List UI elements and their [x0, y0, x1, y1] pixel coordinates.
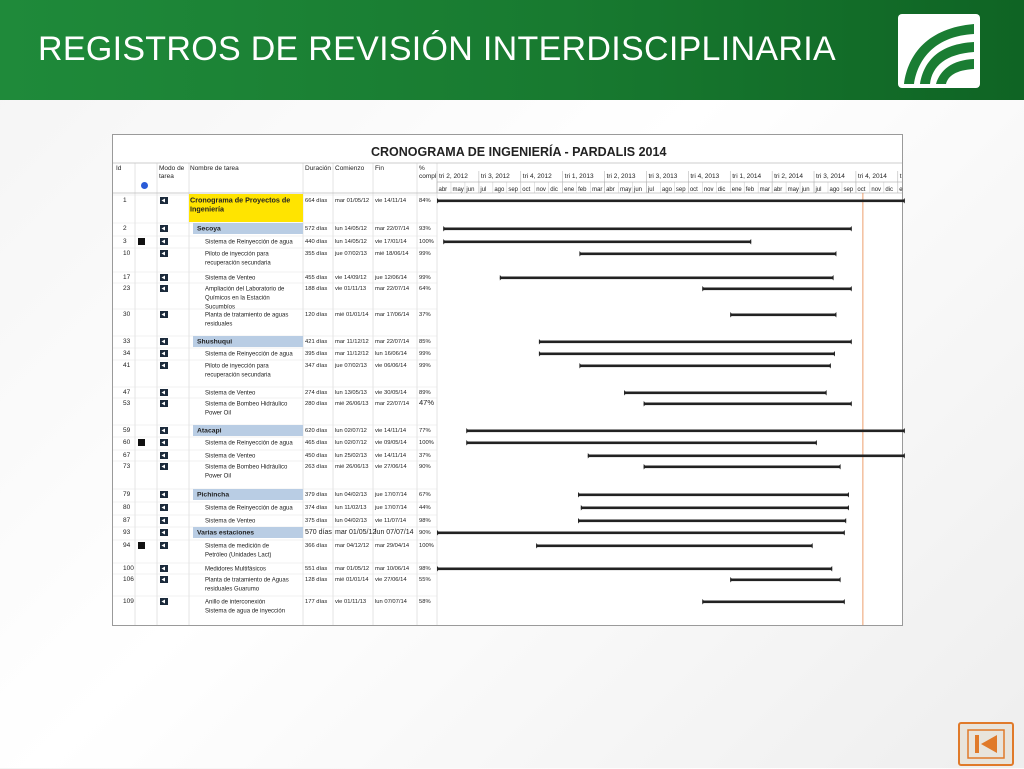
- task-percent: 77%: [419, 428, 431, 434]
- task-end: jue 17/07/14: [375, 505, 407, 511]
- row-id: 47: [123, 389, 131, 396]
- task-end: mar 10/06/14: [375, 566, 410, 572]
- quarter-label: tri 2, 2012: [439, 173, 468, 180]
- bar-start-cap: [443, 239, 446, 245]
- task-name: residuales Guarumo: [205, 586, 260, 593]
- month-label: abr: [438, 187, 448, 193]
- task-name: Atacapi: [197, 427, 222, 435]
- task-name: Sistema de Reinyección de agua: [205, 239, 293, 246]
- task-duration: 188 días: [305, 286, 328, 292]
- task-start: mar 01/05/12: [335, 566, 370, 572]
- bar-end-cap: [842, 599, 845, 605]
- task-end: vie 14/11/14: [375, 453, 407, 459]
- bar-start-cap: [539, 339, 542, 345]
- month-label: dic: [550, 187, 558, 193]
- task-duration: 177 días: [305, 599, 328, 605]
- complete-indicator-icon: [138, 439, 145, 446]
- header-pct: % compl: [419, 165, 437, 180]
- bar-end-cap: [846, 492, 849, 498]
- task-end: vie 27/06/14: [375, 577, 407, 583]
- task-end: mié 18/06/14: [375, 251, 409, 257]
- bar-start-cap: [536, 543, 539, 549]
- row-id: 60: [123, 439, 131, 446]
- month-label: jul: [815, 187, 822, 193]
- task-percent: 90%: [419, 464, 431, 470]
- row-id: 73: [123, 463, 131, 470]
- task-bar: [578, 494, 849, 497]
- task-start: lun 02/07/12: [335, 440, 367, 446]
- task-duration: 572 días: [305, 226, 328, 232]
- task-percent: 100%: [419, 440, 434, 446]
- task-name: recuperación secundaria: [205, 372, 271, 379]
- task-name: Sistema de Bombeo Hidráulico: [205, 464, 288, 471]
- task-end: mar 29/04/14: [375, 543, 410, 549]
- bar-start-cap: [624, 390, 627, 396]
- task-end: mar 22/07/14: [375, 286, 410, 292]
- month-label: jul: [647, 187, 654, 193]
- bar-start-cap: [579, 251, 582, 257]
- task-end: mar 22/07/14: [375, 401, 410, 407]
- task-bar: [539, 353, 835, 356]
- task-name: Petróleo (Unidades Lact): [205, 552, 272, 559]
- bar-end-cap: [824, 390, 827, 396]
- header-id: Id: [116, 165, 122, 172]
- bar-end-cap: [846, 505, 849, 511]
- month-label: jul: [480, 187, 487, 193]
- task-start: mié 26/06/13: [335, 464, 369, 470]
- quarter-label: tri 3, 2014: [816, 173, 845, 180]
- task-end: vie 17/01/14: [375, 239, 407, 245]
- row-id: 100: [123, 565, 134, 572]
- month-label: sep: [843, 187, 854, 193]
- task-name: residuales: [205, 321, 233, 328]
- task-start: lun 25/02/13: [335, 453, 367, 459]
- month-label: jun: [466, 187, 475, 193]
- bar-start-cap: [437, 198, 440, 204]
- task-name: Químicos en la Estación: [205, 295, 270, 302]
- quarter-label: tri 2, 2013: [606, 173, 636, 180]
- task-duration: 620 días: [305, 428, 328, 434]
- task-end: vie 06/06/14: [375, 363, 407, 369]
- bar-start-cap: [437, 530, 440, 536]
- task-percent: 84%: [419, 198, 431, 204]
- task-name: Planta de tratamiento de aguas: [205, 312, 289, 319]
- task-percent: 55%: [419, 577, 431, 583]
- task-bar: [466, 442, 816, 445]
- gantt-title: CRONOGRAMA DE INGENIERÍA - PARDALIS 2014: [371, 145, 667, 159]
- task-percent: 99%: [419, 251, 431, 257]
- task-bar: [624, 392, 826, 395]
- month-label: nov: [536, 187, 546, 193]
- bar-end-cap: [849, 286, 852, 292]
- row-id: 59: [123, 427, 131, 434]
- bar-start-cap: [644, 464, 647, 470]
- task-duration: 551 días: [305, 566, 328, 572]
- bar-end-cap: [838, 464, 841, 470]
- row-id: 93: [123, 529, 131, 536]
- task-end: jue 17/07/14: [375, 492, 407, 498]
- task-name: Sucumbíos: [205, 304, 236, 311]
- quarter-label: tri 1, 2013: [564, 173, 594, 180]
- slide-header: [0, 0, 1024, 100]
- bar-end-cap: [832, 351, 835, 357]
- row-id: 106: [123, 576, 134, 583]
- task-start: lun 13/05/13: [335, 390, 367, 396]
- month-label: mar: [592, 187, 603, 193]
- task-percent: 98%: [419, 566, 431, 572]
- task-name: Sistema de Venteo: [205, 275, 256, 282]
- task-duration: 355 días: [305, 251, 328, 257]
- row-id: 34: [123, 350, 131, 357]
- bar-end-cap: [810, 543, 813, 549]
- row-id: 23: [123, 285, 131, 292]
- header-name: Nombre de tarea: [190, 165, 239, 172]
- task-bar: [579, 253, 836, 256]
- company-logo-icon: [898, 14, 980, 88]
- gantt-grid: [113, 135, 902, 625]
- month-label: ago: [494, 187, 505, 193]
- task-start: jue 07/02/13: [335, 363, 367, 369]
- task-percent: 37%: [419, 312, 431, 318]
- row-id: 30: [123, 311, 131, 318]
- quarter-label: tri 4, 2014: [857, 173, 887, 180]
- task-duration: 374 días: [305, 505, 328, 511]
- bar-end-cap: [828, 363, 831, 369]
- task-percent: 99%: [419, 351, 431, 357]
- quarter-label: tri 4, 2012: [522, 173, 552, 180]
- task-bar: [644, 403, 852, 406]
- row-id: 41: [123, 362, 131, 369]
- bar-start-cap: [539, 351, 542, 357]
- bar-end-cap: [834, 312, 837, 318]
- task-duration: 366 días: [305, 543, 328, 549]
- quarter-label: t: [899, 173, 902, 180]
- bar-start-cap: [588, 453, 591, 459]
- bar-end-cap: [842, 530, 845, 536]
- bar-end-cap: [749, 239, 752, 245]
- row-id: 79: [123, 491, 131, 498]
- task-name: Piloto de inyección para: [205, 363, 269, 370]
- task-duration: 375 días: [305, 518, 328, 524]
- month-label: oct: [857, 187, 866, 193]
- task-bar: [578, 520, 846, 523]
- bar-start-cap: [730, 577, 733, 583]
- quarter-label: tri 2, 2014: [774, 173, 804, 180]
- bar-start-cap: [466, 440, 469, 446]
- task-percent: 98%: [419, 518, 431, 524]
- row-id: 67: [123, 452, 131, 459]
- task-duration: 664 días: [305, 198, 328, 204]
- task-name: Ampliación del Laboratorio de: [205, 286, 285, 293]
- task-bar: [588, 455, 905, 458]
- task-bar: [730, 579, 840, 582]
- task-name: Sistema de Venteo: [205, 453, 256, 460]
- task-name: Power Oil: [205, 410, 232, 417]
- slide-title: REGISTROS DE REVISIÓN INTERDISCIPLINARIA: [38, 30, 836, 68]
- quarter-label: tri 4, 2013: [690, 173, 720, 180]
- task-start: vie 01/11/13: [335, 286, 367, 292]
- task-duration: 263 días: [305, 464, 328, 470]
- task-percent: 100%: [419, 239, 434, 245]
- task-start: vie 01/11/13: [335, 599, 367, 605]
- task-start: mar 04/12/12: [335, 543, 370, 549]
- task-name: Planta de tratamiento de Aguas: [205, 577, 289, 584]
- task-bar: [702, 601, 844, 604]
- task-start: lun 11/02/13: [335, 505, 367, 511]
- month-label: jun: [801, 187, 810, 193]
- header-mode: Modo de tarea: [159, 165, 185, 180]
- task-start: mar 11/12/12: [335, 339, 369, 345]
- task-duration: 379 días: [305, 492, 328, 498]
- task-name: Pichincha: [197, 491, 230, 499]
- task-end: mar 17/06/14: [375, 312, 410, 318]
- row-id: 33: [123, 338, 131, 345]
- month-label: ago: [661, 187, 672, 193]
- bar-end-cap: [849, 339, 852, 345]
- month-label: may: [452, 187, 464, 193]
- header-end: Fin: [375, 165, 385, 172]
- task-bar: [730, 314, 836, 317]
- task-duration: 395 días: [305, 351, 328, 357]
- task-name: Sistema de medición de: [205, 543, 270, 550]
- task-start: mié 01/01/14: [335, 577, 369, 583]
- task-bar: [536, 545, 812, 548]
- bar-end-cap: [902, 453, 905, 459]
- task-end: mar 22/07/14: [375, 226, 410, 232]
- task-duration: 421 días: [305, 339, 328, 345]
- bar-start-cap: [578, 518, 581, 524]
- task-bar: [644, 466, 841, 469]
- bar-start-cap: [702, 286, 705, 292]
- row-id: 109: [123, 598, 134, 605]
- month-label: nov: [703, 187, 714, 193]
- month-label: dic: [885, 187, 894, 193]
- task-end: vie 30/05/14: [375, 390, 407, 396]
- header-start: Comienzo: [335, 165, 365, 172]
- first-slide-icon: [960, 724, 1012, 764]
- bar-end-cap: [838, 577, 841, 583]
- task-percent: 99%: [419, 275, 431, 281]
- task-duration: 120 días: [305, 312, 328, 318]
- month-label: dic: [717, 187, 726, 193]
- first-slide-button[interactable]: [958, 722, 1014, 766]
- task-start: mar 01/05/12: [335, 529, 377, 536]
- task-name: Shushuqui: [197, 338, 233, 346]
- row-id: 2: [123, 225, 127, 232]
- task-duration: 280 días: [305, 401, 328, 407]
- month-label: abr: [773, 187, 783, 193]
- task-percent: 93%: [419, 226, 431, 232]
- bar-end-cap: [902, 428, 905, 434]
- month-label: ene: [731, 187, 742, 193]
- task-name: Sistema de Reinyección de agua: [205, 440, 293, 447]
- task-name: Sistema de Reinyección de agua: [205, 351, 293, 358]
- bar-start-cap: [578, 492, 581, 498]
- task-duration: 128 días: [305, 577, 328, 583]
- bar-end-cap: [849, 401, 852, 407]
- task-bar: [466, 430, 904, 433]
- task-start: lun 04/02/13: [335, 518, 367, 524]
- month-label: oct: [522, 187, 531, 193]
- bar-start-cap: [500, 275, 503, 281]
- row-id: 80: [123, 504, 131, 511]
- task-start: lun 14/05/12: [335, 239, 367, 245]
- bar-start-cap: [443, 226, 446, 232]
- task-bar: [539, 341, 852, 344]
- month-label: feb: [578, 187, 587, 193]
- task-percent: 100%: [419, 543, 434, 549]
- task-name: Anillo de interconexión: [205, 599, 266, 606]
- row-id: 3: [123, 238, 127, 245]
- complete-indicator-icon: [138, 238, 145, 245]
- task-end: vie 14/11/14: [375, 198, 407, 204]
- task-bar: [443, 228, 851, 231]
- task-start: mié 26/06/13: [335, 401, 369, 407]
- task-duration: 440 días: [305, 239, 328, 245]
- task-percent: 90%: [419, 530, 431, 536]
- complete-indicator-icon: [138, 542, 145, 549]
- task-bar: [437, 200, 905, 203]
- header-duration: Duración: [305, 165, 332, 172]
- task-duration: 455 días: [305, 275, 328, 281]
- bar-start-cap: [466, 428, 469, 434]
- task-end: lun 16/06/14: [375, 351, 407, 357]
- task-start: mié 01/01/14: [335, 312, 369, 318]
- row-id: 10: [123, 250, 131, 257]
- task-name: Sistema de Reinyección de agua: [205, 505, 293, 512]
- task-name: Medidores Multifásicos: [205, 566, 267, 573]
- task-bar: [437, 568, 832, 571]
- quarter-label: tri 3, 2013: [648, 173, 678, 180]
- task-name: Secoya: [197, 225, 221, 233]
- quarter-label: tri 1, 2014: [732, 173, 762, 180]
- month-label: jun: [633, 187, 643, 193]
- month-label: ene: [564, 187, 575, 193]
- row-id: 17: [123, 274, 131, 281]
- task-start: mar 11/12/12: [335, 351, 369, 357]
- task-name: Sistema de Venteo: [205, 390, 256, 397]
- task-percent: 58%: [419, 599, 431, 605]
- task-percent: 47%: [419, 398, 435, 407]
- task-end: vie 11/07/14: [375, 518, 407, 524]
- task-percent: 85%: [419, 339, 431, 345]
- task-percent: 64%: [419, 286, 431, 292]
- task-duration: 465 días: [305, 440, 328, 446]
- task-name: Cronograma de Proyectos de: [190, 195, 291, 205]
- month-label: oct: [689, 187, 698, 193]
- task-end: vie 14/11/14: [375, 428, 407, 434]
- task-bar: [437, 532, 845, 535]
- bar-end-cap: [814, 440, 817, 446]
- bar-start-cap: [702, 599, 705, 605]
- task-end: vie 09/05/14: [375, 440, 407, 446]
- task-duration: 347 días: [305, 363, 328, 369]
- task-percent: 67%: [419, 492, 431, 498]
- month-label: mar: [759, 187, 771, 193]
- task-duration: 570 días: [305, 529, 332, 536]
- task-percent: 89%: [419, 390, 431, 396]
- task-duration: 274 días: [305, 390, 328, 396]
- task-start: lun 04/02/13: [335, 492, 367, 498]
- row-id: 1: [123, 197, 127, 204]
- bar-end-cap: [849, 226, 852, 232]
- task-start: lun 14/05/12: [335, 226, 367, 232]
- task-name: Power Oil: [205, 473, 232, 480]
- bar-end-cap: [902, 198, 905, 204]
- task-bar: [579, 365, 830, 368]
- task-duration: 450 días: [305, 453, 328, 459]
- task-percent: 37%: [419, 453, 431, 459]
- bar-end-cap: [830, 566, 833, 572]
- task-end: vie 27/06/14: [375, 464, 407, 470]
- task-bar: [443, 241, 751, 244]
- task-percent: 44%: [419, 505, 431, 511]
- task-bar: [702, 288, 851, 291]
- task-start: vie 14/09/12: [335, 275, 367, 281]
- task-name: recuperación secundaria: [205, 260, 271, 267]
- task-percent: 99%: [419, 363, 431, 369]
- bar-end-cap: [844, 518, 847, 524]
- bar-start-cap: [579, 363, 582, 369]
- month-label: sep: [675, 187, 686, 193]
- task-end: lun 07/07/14: [375, 599, 407, 605]
- task-end: mar 22/07/14: [375, 339, 410, 345]
- task-name: Sistema de agua de inyección: [205, 608, 286, 615]
- task-bar: [581, 507, 849, 510]
- bar-start-cap: [437, 566, 440, 572]
- task-bar: [500, 277, 834, 280]
- bar-start-cap: [644, 401, 647, 407]
- month-label: feb: [745, 187, 755, 193]
- month-label: ago: [829, 187, 840, 193]
- bar-end-cap: [834, 251, 837, 257]
- row-id: 87: [123, 517, 131, 524]
- task-end: lun 07/07/14: [375, 529, 414, 536]
- gantt-chart: [112, 134, 903, 626]
- quarter-label: tri 3, 2012: [480, 173, 510, 180]
- task-name: Piloto de inyección para: [205, 251, 269, 258]
- month-label: sep: [508, 187, 519, 193]
- bar-start-cap: [730, 312, 733, 318]
- row-id: 53: [123, 400, 131, 407]
- task-end: jue 12/06/14: [375, 275, 407, 281]
- month-label: may: [787, 187, 799, 193]
- bar-end-cap: [831, 275, 834, 281]
- task-name: Ingeniería: [190, 204, 224, 214]
- row-id: 94: [123, 542, 131, 549]
- month-label: abr: [606, 187, 615, 193]
- task-name: Sistema de Venteo: [205, 518, 256, 525]
- bar-start-cap: [581, 505, 584, 511]
- task-start: jue 07/02/13: [335, 251, 367, 257]
- month-label: e: [899, 187, 903, 193]
- task-name: Varias estaciones: [197, 529, 255, 537]
- month-label: nov: [871, 187, 882, 193]
- task-name: Sistema de Bombeo Hidráulico: [205, 401, 288, 408]
- month-label: may: [620, 187, 632, 193]
- task-start: mar 01/05/12: [335, 198, 370, 204]
- task-start: lun 02/07/12: [335, 428, 367, 434]
